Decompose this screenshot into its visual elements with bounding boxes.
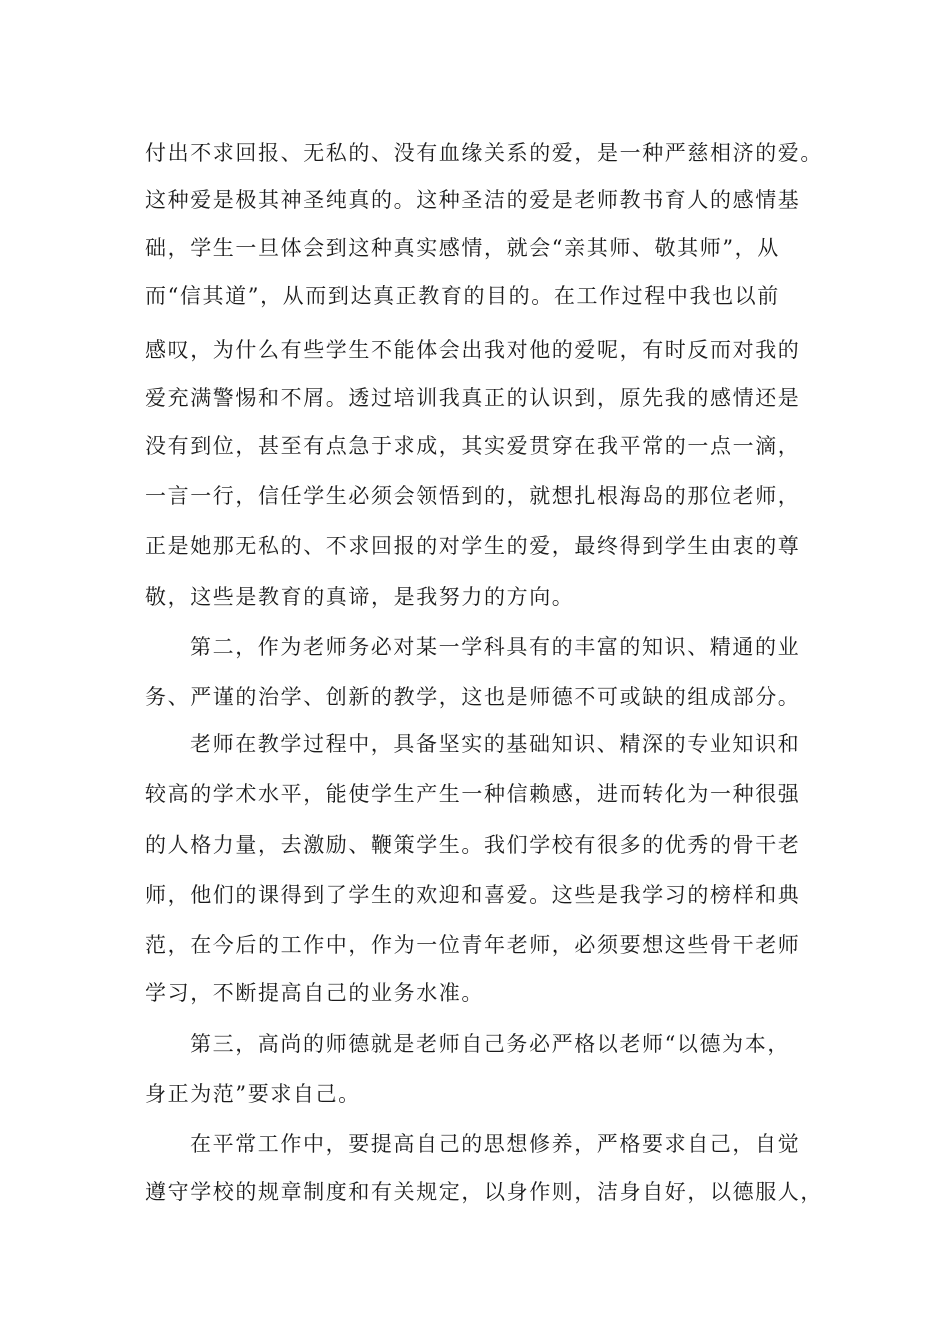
text-line: 范，在今后的工作中，作为一位青年老师，必须要想这些骨干老师 [145,933,801,957]
text-line: 第三，高尚的师德就是老师自己务必严格以老师“以德为本， [190,1032,790,1056]
text-line: 身正为范”要求自己。 [145,1082,361,1106]
text-line: 老师在教学过程中，具备坚实的基础知识、精深的专业知识和 [190,732,801,756]
text-line: 第二，作为老师务必对某一学科具有的丰富的知识、精通的业 [190,635,801,659]
text-line: 础，学生一旦体会到这种真实感情，就会“亲其师、敬其师”，从 [145,236,780,260]
text-line: 师，他们的课得到了学生的欢迎和喜爱。这些是我学习的榜样和典 [145,883,801,907]
text-line: 没有到位，甚至有点急于求成，其实爱贯穿在我平常的一点一滴， [145,434,801,458]
text-line: 在平常工作中，要提高自己的思想修养，严格要求自己，自觉 [190,1132,801,1156]
text-line: 学习，不断提高自己的业务水准。 [145,981,484,1005]
text-line: 的人格力量，去激励、鞭策学生。我们学校有很多的优秀的骨干老 [145,833,801,857]
text-line: 付出不求回报、无私的、没有血缘关系的爱，是一种严慈相济的爱。 [145,141,823,165]
text-line: 遵守学校的规章制度和有关规定，以身作则，洁身自好，以德服人， [145,1180,823,1204]
text-line: 正是她那无私的、不求回报的对学生的爱，最终得到学生由衷的尊 [145,534,801,558]
text-line: 感叹，为什么有些学生不能体会出我对他的爱呢，有时反而对我的 [145,338,801,362]
text-line: 务、严谨的治学、创新的教学，这也是师德不可或缺的组成部分。 [145,685,801,709]
text-line: 一言一行，信任学生必须会领悟到的，就想扎根海岛的那位老师， [145,484,801,508]
text-line: 爱充满警惕和不屑。透过培训我真正的认识到，原先我的感情还是 [145,386,801,410]
text-line: 而“信其道”，从而到达真正教育的目的。在工作过程中我也以前 [145,284,780,308]
text-line: 敬，这些是教育的真谛，是我努力的方向。 [145,585,575,609]
text-line: 这种爱是极其神圣纯真的。这种圣洁的爱是老师教书育人的感情基 [145,188,801,212]
text-line: 较高的学术水平，能使学生产生一种信赖感，进而转化为一种很强 [145,782,801,806]
